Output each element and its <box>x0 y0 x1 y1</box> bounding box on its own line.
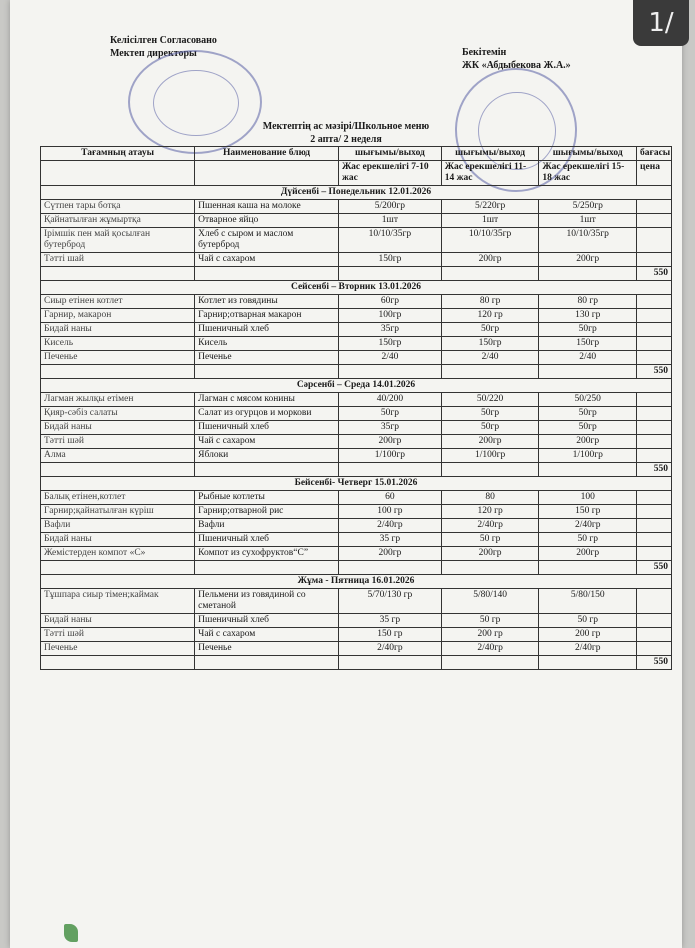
table-row <box>41 449 672 463</box>
table-row <box>41 200 672 214</box>
output-age-1: 200гр <box>339 435 442 449</box>
approval-right-line2: ЖК «Абдыбекова Ж.А.» <box>462 60 571 71</box>
output-age-3: 50гр <box>539 407 637 421</box>
page-indicator-text: 1/ <box>648 8 674 38</box>
output-age-2: 50гр <box>441 407 539 421</box>
dish-name-ru: Рыбные котлеты <box>195 491 339 505</box>
output-age-1: 10/10/35гр <box>339 228 442 253</box>
dish-name-kz: Гарнир, макарон <box>41 309 195 323</box>
output-age-2: 150гр <box>441 337 539 351</box>
output-age-3: 200гр <box>539 253 637 267</box>
output-age-2: 50 гр <box>441 533 539 547</box>
dish-name-ru: Пшеничный хлеб <box>195 614 339 628</box>
day-title: Сейсенбі – Вторник 13.01.2026 <box>41 281 672 295</box>
dish-name-ru: Компот из сухофруктов“С” <box>195 547 339 561</box>
output-age-3: 50гр <box>539 421 637 435</box>
day-price: 550 <box>637 463 672 477</box>
table-row <box>41 421 672 435</box>
price-row <box>41 463 672 477</box>
dish-name-kz: Ірімшік пен май қосылған бутерброд <box>41 228 195 253</box>
output-age-3: 1/100гр <box>539 449 637 463</box>
price-row <box>41 656 672 670</box>
output-age-1: 35гр <box>339 323 442 337</box>
table-row <box>41 214 672 228</box>
dish-name-kz: Тәтті шай <box>41 253 195 267</box>
day-price: 550 <box>637 656 672 670</box>
output-age-2: 2/40гр <box>441 519 539 533</box>
table-subheader-row <box>41 161 672 186</box>
dish-name-kz: Бидай наны <box>41 421 195 435</box>
dish-name-ru: Хлеб с сыром и маслом бутерброд <box>195 228 339 253</box>
dish-name-ru: Котлет из говядины <box>195 295 339 309</box>
output-age-2: 5/220гр <box>441 200 539 214</box>
table-row <box>41 642 672 656</box>
table-row <box>41 533 672 547</box>
output-age-2: 50/220 <box>441 393 539 407</box>
dish-name-ru: Вафли <box>195 519 339 533</box>
output-age-1: 50гр <box>339 407 442 421</box>
dish-name-kz: Тұшпара сиыр тімен;каймак <box>41 589 195 614</box>
output-age-2: 2/40 <box>441 351 539 365</box>
col-kz-name: Тағамның атауы <box>41 147 195 161</box>
table-row <box>41 547 672 561</box>
output-age-2: 200гр <box>441 253 539 267</box>
output-age-1: 1шт <box>339 214 442 228</box>
dish-name-kz: Гарнир;қайнатылған күріш <box>41 505 195 519</box>
dish-name-kz: Жемістерден компот «С» <box>41 547 195 561</box>
col-output-1: шығымы/выход <box>339 147 442 161</box>
output-age-1: 100гр <box>339 309 442 323</box>
dish-name-ru: Пшеничный хлеб <box>195 323 339 337</box>
output-age-1: 150 гр <box>339 628 442 642</box>
output-age-2: 200гр <box>441 547 539 561</box>
table-row <box>41 407 672 421</box>
day-header-row <box>41 575 672 589</box>
table-row <box>41 309 672 323</box>
menu-table <box>40 146 672 670</box>
approval-left-line2: Мектеп директоры <box>110 48 197 59</box>
dish-name-kz: Печенье <box>41 351 195 365</box>
output-age-3: 2/40гр <box>539 519 637 533</box>
output-age-1: 35 гр <box>339 533 442 547</box>
day-title: Бейсенбі- Четверг 15.01.2026 <box>41 477 672 491</box>
output-age-2: 80 гр <box>441 295 539 309</box>
table-row <box>41 491 672 505</box>
dish-name-kz: Бидай наны <box>41 533 195 547</box>
day-header-row <box>41 281 672 295</box>
dish-name-ru: Кисель <box>195 337 339 351</box>
output-age-2: 50гр <box>441 421 539 435</box>
output-age-1: 150гр <box>339 337 442 351</box>
dish-name-ru: Чай с сахаром <box>195 628 339 642</box>
col-ru-name: Наименование блюд <box>195 147 339 161</box>
output-age-1: 1/100гр <box>339 449 442 463</box>
day-price: 550 <box>637 561 672 575</box>
dish-name-kz: Бидай наны <box>41 614 195 628</box>
output-age-3: 150гр <box>539 337 637 351</box>
table-row <box>41 295 672 309</box>
output-age-3: 150 гр <box>539 505 637 519</box>
dish-name-ru: Пшенная каша на молоке <box>195 200 339 214</box>
dish-name-ru: Лагман с мясом конины <box>195 393 339 407</box>
output-age-2: 5/80/140 <box>441 589 539 614</box>
dish-name-ru: Чай с сахаром <box>195 253 339 267</box>
dish-name-ru: Печенье <box>195 351 339 365</box>
table-row <box>41 393 672 407</box>
dish-name-kz: Лагман жылқы етімен <box>41 393 195 407</box>
output-age-2: 2/40гр <box>441 642 539 656</box>
dish-name-ru: Печенье <box>195 642 339 656</box>
day-title: Сәрсенбі – Среда 14.01.2026 <box>41 379 672 393</box>
output-age-1: 5/200гр <box>339 200 442 214</box>
dish-name-ru: Пшеничный хлеб <box>195 533 339 547</box>
output-age-2: 10/10/35гр <box>441 228 539 253</box>
dish-name-kz: Сиыр етінен котлет <box>41 295 195 309</box>
col-price: бағасы <box>637 147 672 161</box>
output-age-1: 5/70/130 гр <box>339 589 442 614</box>
output-age-2: 1/100гр <box>441 449 539 463</box>
output-age-2: 200гр <box>441 435 539 449</box>
output-age-2: 1шт <box>441 214 539 228</box>
dish-name-kz: Алма <box>41 449 195 463</box>
table-row <box>41 614 672 628</box>
output-age-1: 60 <box>339 491 442 505</box>
table-row <box>41 323 672 337</box>
output-age-3: 1шт <box>539 214 637 228</box>
output-age-1: 200гр <box>339 547 442 561</box>
output-age-3: 50гр <box>539 323 637 337</box>
dish-name-kz: Қияр-сәбіз салаты <box>41 407 195 421</box>
approval-right-line1: Бекітемін <box>462 47 507 58</box>
day-header-row <box>41 477 672 491</box>
day-title: Дүйсенбі – Понедельник 12.01.2026 <box>41 186 672 200</box>
dish-name-ru: Пельмени из говядиной со сметаной <box>195 589 339 614</box>
output-age-3: 100 <box>539 491 637 505</box>
day-price: 550 <box>637 267 672 281</box>
day-header-row <box>41 186 672 200</box>
table-header-row <box>41 147 672 161</box>
output-age-3: 10/10/35гр <box>539 228 637 253</box>
output-age-2: 50гр <box>441 323 539 337</box>
output-age-3: 5/80/150 <box>539 589 637 614</box>
menu-title-block <box>10 120 682 146</box>
table-row <box>41 253 672 267</box>
dish-name-ru: Салат из огурцов и моркови <box>195 407 339 421</box>
output-age-1: 60гр <box>339 295 442 309</box>
output-age-1: 35гр <box>339 421 442 435</box>
dish-name-kz: Кисель <box>41 337 195 351</box>
output-age-3: 200гр <box>539 547 637 561</box>
table-row <box>41 628 672 642</box>
output-age-3: 2/40 <box>539 351 637 365</box>
table-row <box>41 435 672 449</box>
dish-name-ru: Гарнир;отварная макарон <box>195 309 339 323</box>
dish-name-ru: Яблоки <box>195 449 339 463</box>
price-row <box>41 561 672 575</box>
age-group-3: Жас ерекшелігі 15-18 жас <box>539 161 637 186</box>
col-output-2: шығымы/выход <box>441 147 539 161</box>
dish-name-kz: Қайнатылған жұмыртқа <box>41 214 195 228</box>
output-age-3: 130 гр <box>539 309 637 323</box>
price-row <box>41 365 672 379</box>
output-age-1: 2/40 <box>339 351 442 365</box>
table-row <box>41 505 672 519</box>
table-row <box>41 337 672 351</box>
col-output-3: шығымы/выход <box>539 147 637 161</box>
menu-subtitle: 2 апта/ 2 неделя <box>310 134 382 145</box>
dish-name-ru: Гарнир;отварной рис <box>195 505 339 519</box>
dish-name-ru: Пшеничный хлеб <box>195 421 339 435</box>
table-row <box>41 228 672 253</box>
table-row <box>41 589 672 614</box>
dish-name-ru: Отварное яйцо <box>195 214 339 228</box>
page-indicator[interactable] <box>633 0 689 46</box>
document-page <box>10 0 682 948</box>
day-title: Жұма - Пятница 16.01.2026 <box>41 575 672 589</box>
dish-name-ru: Чай с сахаром <box>195 435 339 449</box>
output-age-2: 50 гр <box>441 614 539 628</box>
output-age-2: 200 гр <box>441 628 539 642</box>
day-price: 550 <box>637 365 672 379</box>
output-age-3: 5/250гр <box>539 200 637 214</box>
output-age-2: 120 гр <box>441 309 539 323</box>
dish-name-kz: Вафли <box>41 519 195 533</box>
output-age-1: 2/40гр <box>339 642 442 656</box>
output-age-3: 2/40гр <box>539 642 637 656</box>
output-age-3: 50 гр <box>539 533 637 547</box>
output-age-1: 40/200 <box>339 393 442 407</box>
output-age-1: 150гр <box>339 253 442 267</box>
table-row <box>41 351 672 365</box>
dish-name-kz: Печенье <box>41 642 195 656</box>
output-age-2: 120 гр <box>441 505 539 519</box>
dish-name-kz: Сүтпен тары ботқа <box>41 200 195 214</box>
dish-name-kz: Тәтті шәй <box>41 628 195 642</box>
dish-name-kz: Тәтті шәй <box>41 435 195 449</box>
approval-left-line1: Келісілген Согласовано <box>110 35 217 46</box>
output-age-3: 200гр <box>539 435 637 449</box>
col-price-ru: цена <box>637 161 672 186</box>
output-age-1: 35 гр <box>339 614 442 628</box>
output-age-3: 80 гр <box>539 295 637 309</box>
output-age-1: 100 гр <box>339 505 442 519</box>
output-age-3: 200 гр <box>539 628 637 642</box>
menu-title: Мектептің ас мәзірі/Школьное меню <box>262 121 430 132</box>
age-group-1: Жас ерекшелігі 7-10 жас <box>339 161 442 186</box>
output-age-3: 50 гр <box>539 614 637 628</box>
day-header-row <box>41 379 672 393</box>
price-row <box>41 267 672 281</box>
table-row <box>41 519 672 533</box>
dish-name-kz: Балық етінен,котлет <box>41 491 195 505</box>
output-age-3: 50/250 <box>539 393 637 407</box>
dish-name-kz: Бидай наны <box>41 323 195 337</box>
output-age-2: 80 <box>441 491 539 505</box>
output-age-1: 2/40гр <box>339 519 442 533</box>
age-group-2: Жас ерекшелігі 11-14 жас <box>441 161 539 186</box>
leaf-icon <box>64 924 78 942</box>
